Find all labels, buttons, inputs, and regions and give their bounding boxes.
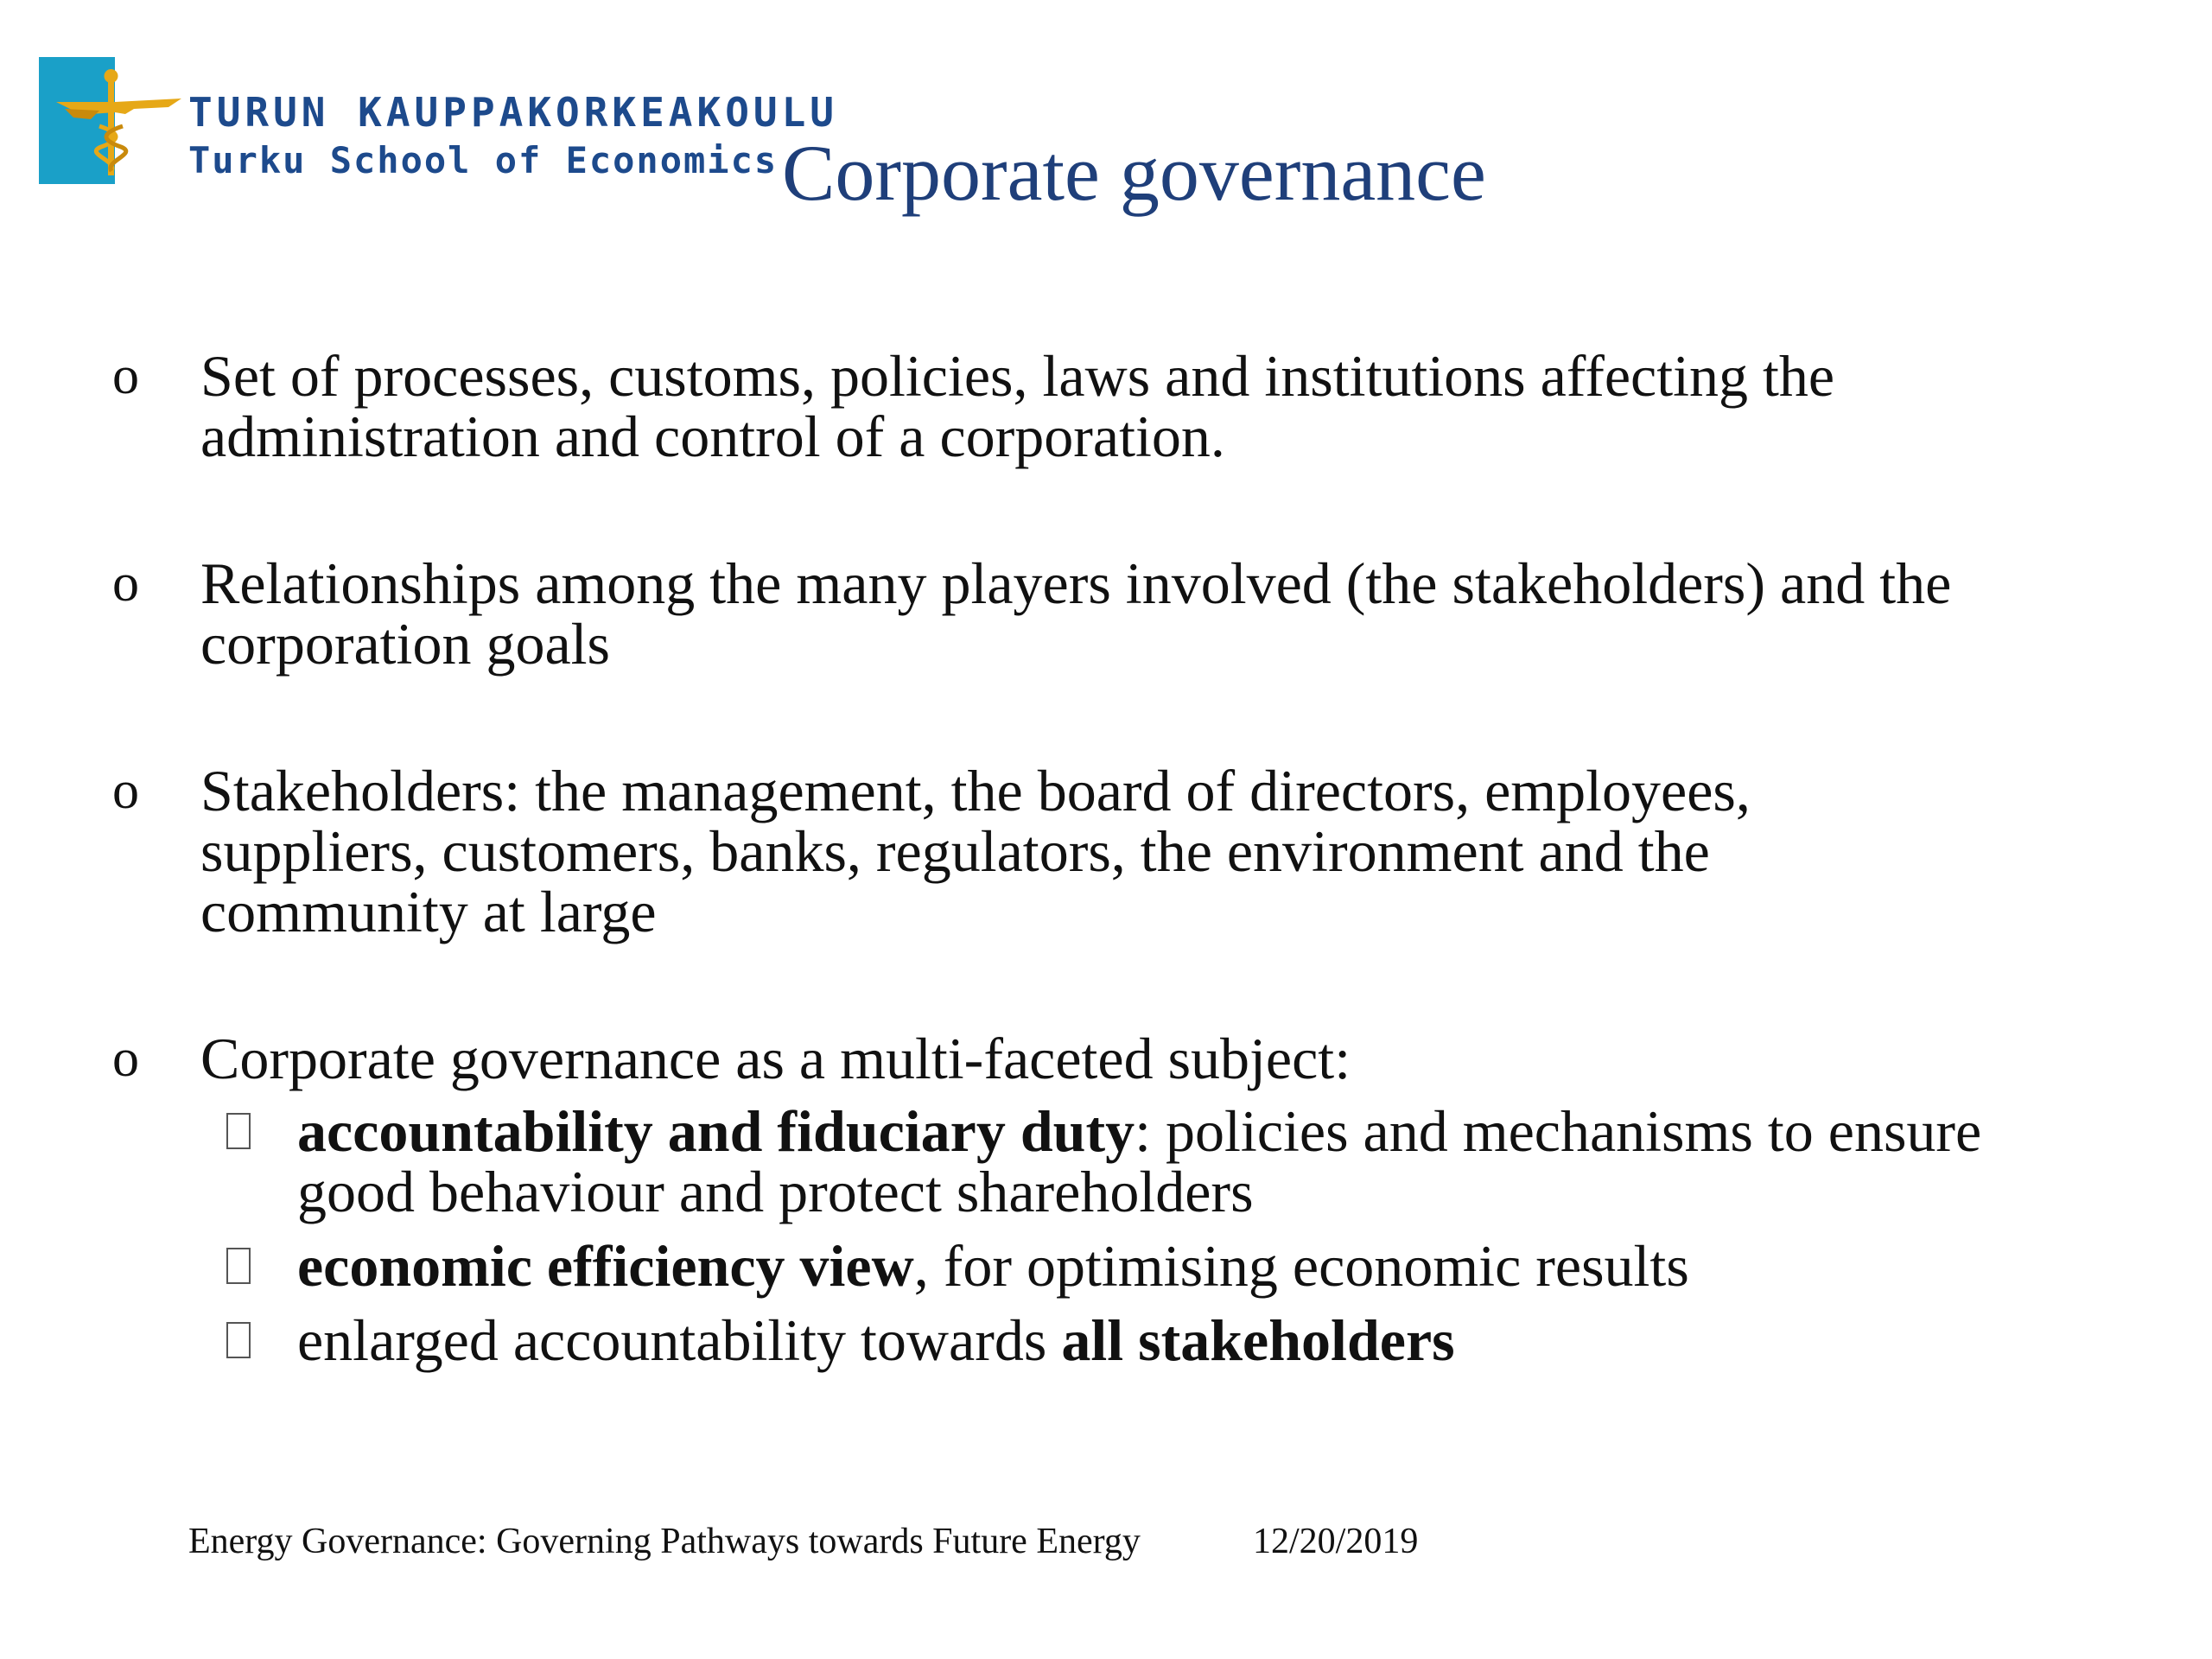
sub-bullet-text: : policies and mechanisms to ensure good behaviour and protect shareholders (297, 1098, 1982, 1224)
footer-course-title: Energy Governance: Governing Pathways towards Future Energy (188, 1522, 1141, 1561)
bullet-marker: o (112, 346, 139, 405)
sub-bullet-text: , for optimising economic results (913, 1233, 1689, 1299)
footer-date: 12/20/2019 (1253, 1522, 1419, 1561)
bullet-text: Relationships among the many players involved (the stakeholders) and the corporation goals (200, 550, 1952, 677)
sub-bullet-bold: economic efficiency view (297, 1233, 914, 1299)
bullet-item (112, 343, 2100, 469)
sub-bullet-bold: all stakeholders (1061, 1307, 1455, 1373)
bullet-item (112, 1026, 2100, 1373)
sub-bullet-item (200, 1098, 2100, 1224)
slide-title: Corporate governance (782, 129, 1486, 217)
bullet-marker: o (112, 1029, 139, 1088)
empty-square-icon (226, 1322, 251, 1358)
logo-text (188, 88, 838, 185)
empty-square-icon (226, 1113, 251, 1149)
logo-name-finnish: TURUN KAUPPAKORKEAKOULU (188, 89, 838, 136)
bullet-text: Stakeholders: the management, the board of directors, employees, suppliers, customers, banks, regulators, the environment and the community at large (200, 758, 1751, 944)
sub-bullet-item (200, 1307, 2100, 1373)
bullet-item (112, 550, 2100, 677)
bullet-item (112, 760, 2100, 942)
sub-bullet-bold: accountability and fiduciary duty (297, 1098, 1135, 1164)
bullet-text: Set of processes, customs, policies, laws and institutions affecting the administration and control of a corporation. (200, 343, 1835, 469)
bullet-list (112, 343, 2100, 1384)
bullet-marker: o (112, 554, 139, 613)
sub-bullet-list (200, 1098, 2100, 1373)
sub-bullet-item (200, 1233, 2100, 1299)
caduceus-logo-icon (39, 57, 181, 184)
sub-bullet-text: enlarged accountability towards (297, 1307, 1062, 1373)
empty-square-icon (226, 1248, 251, 1284)
logo-name-english: Turku School of Economics (188, 139, 779, 181)
bullet-marker: o (112, 761, 139, 820)
bullet-text: Corporate governance as a multi-faceted subject: (200, 1026, 1351, 1091)
